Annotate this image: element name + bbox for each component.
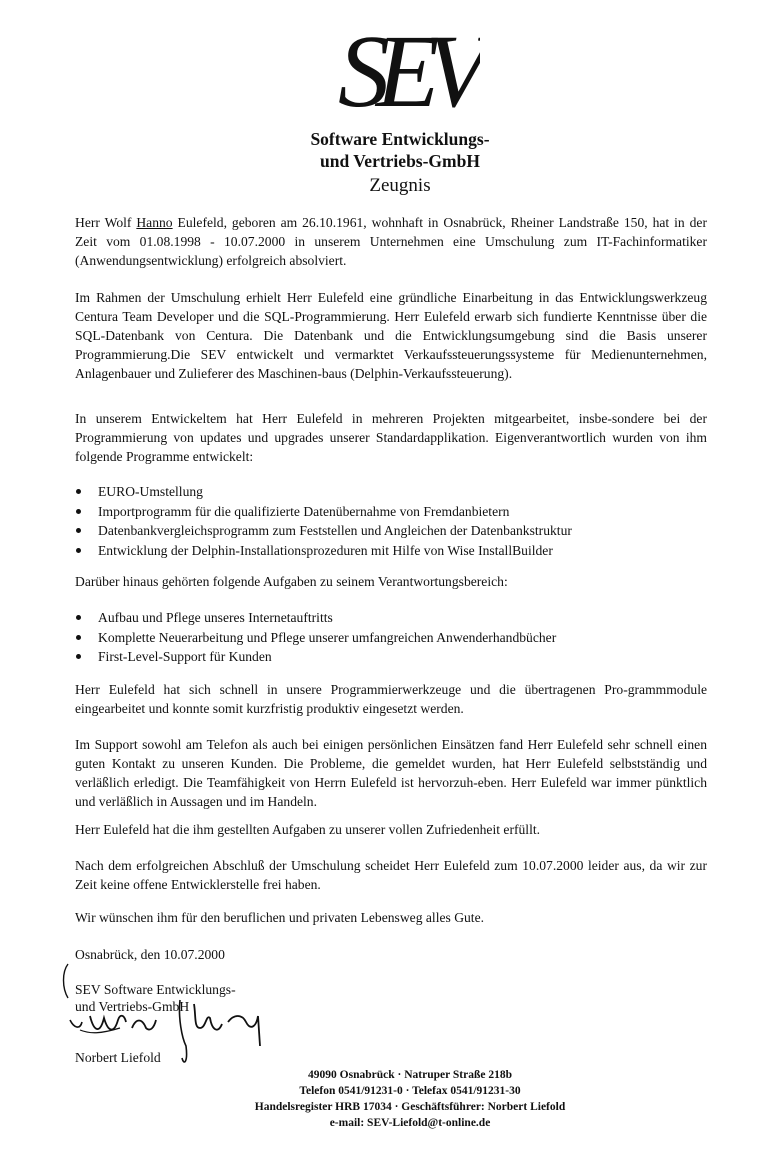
skills-paragraph xyxy=(75,680,707,718)
intro-paragraph xyxy=(75,213,707,270)
satisfaction-text: Herr Eulefeld hat die ihm gestellten Aufgaben zu unserer vollen Zufriedenheit erfüllt. xyxy=(75,822,541,837)
satisfaction-paragraph xyxy=(75,820,707,839)
list-item: Entwicklung der Delphin-Installationsprozeduren mit Hilfe von Wise InstallBuilder xyxy=(75,541,707,561)
wishes-paragraph xyxy=(75,908,707,927)
training-text: Im Rahmen der Umschulung erhielt Herr Eulefeld eine gründliche Einarbeitung in das Entwicklungswerkzeug Centura Team Developer und die SQL-Programmierung. Herr Eulefeld erwarb sich fundierte Kenntnisse über die SQL-Datenbank von Centura. Die Datenbank und die Entwicklungsumgebung sind die Basis unserer Programmierung.Die SEV entwickelt und vermarktet Verkaufssteuerungssysteme für Medienunternehmen, Anlagenbauer und Zulieferer des Maschinen-baus (Delphin-Verkaufssteuerung). xyxy=(75,290,707,381)
responsibilities-paragraph xyxy=(75,572,707,591)
tasks-list xyxy=(75,608,707,667)
list-item: Komplette Neuerarbeitung und Pflege unserer umfangreichen Anwenderhandbücher xyxy=(75,628,707,648)
footer-address: 49090 Osnabrück · Natruper Straße 218b xyxy=(308,1069,512,1081)
programs-list xyxy=(75,482,707,560)
footer-email: e-mail: SEV-Liefold@t-online.de xyxy=(329,1117,491,1129)
intro-text-start: Herr Wolf xyxy=(75,215,137,230)
training-paragraph xyxy=(75,288,707,383)
footer-phone: Telefon 0541/91231-0 · Telefax 0541/91231-30 xyxy=(299,1085,521,1097)
departure-text: Nach dem erfolgreichen Abschluß der Umschulung scheidet Herr Eulefeld zum 10.07.2000 leider aus, da wir zur Zeit keine offene Entwicklerstelle frei haben. xyxy=(75,858,707,892)
tasks-list-wrap xyxy=(75,608,707,667)
place-date: Osnabrück, den 10.07.2000 xyxy=(75,947,225,962)
document-title: Zeugnis xyxy=(369,175,431,196)
list-item: Aufbau und Pflege unseres Internetauftritts xyxy=(75,608,707,628)
company-name-line2: und Vertriebs-GmbH xyxy=(320,151,480,171)
closing-company-line2: und Vertriebs-GmbH xyxy=(75,999,190,1014)
projects-text: In unserem Entwickeltem hat Herr Eulefeld in mehreren Projekten mitgearbeitet, insbe-sondere bei der Programmierung von updates und upgrades unserer Standardapplikation. Eigenverantwortlich wurden von ihm folgende Programme entwickelt: xyxy=(75,411,707,464)
list-item: Importprogramm für die qualifizierte Datenübernahme von Fremdanbietern xyxy=(75,502,707,522)
footer-register: Handelsregister HRB 17034 · Geschäftsführer: Norbert Liefold xyxy=(254,1101,566,1113)
departure-paragraph xyxy=(75,856,707,894)
list-item: EURO-Umstellung xyxy=(75,482,707,502)
skills-text: Herr Eulefeld hat sich schnell in unsere Programmierwerkzeuge und die übertragenen Pro-grammmodule eingearbeitet und konnte somit kurzfristig produktiv eingesetzt werden. xyxy=(75,682,707,716)
signer-name: Norbert Liefold xyxy=(75,1050,161,1065)
programs-list-wrap xyxy=(75,482,707,560)
logo-lettering: SEV xyxy=(338,18,476,118)
wishes-text: Wir wünschen ihm für den beruflichen und privaten Lebensweg alles Gute. xyxy=(75,910,485,925)
intro-text-rest: Eulefeld, geboren am 26.10.1961, wohnhaft in Osnabrück, Rheiner Landstraße 150, hat in der Zeit vom 01.08.1998 - 10.07.2000 in unserem Unternehmen eine Umschulung zum IT-Fachinformatiker (Anwendungsentwicklung) erfolgreich absolviert. xyxy=(75,215,707,268)
support-text: Im Support sowohl am Telefon als auch bei einigen persönlichen Einsätzen fand Herr Eulefeld sehr schnell einen guten Kontakt zu unseren Kunden. Die Probleme, die gemeldet wurden, hat Herr Eulefeld selbstständig und verläßlich erledigt. Die Teamfähigkeit von Herrn Eulefeld ist hervorzuh-eben. Herr Eulefeld war immer pünktlich und verläßlich in Aussagen und im Handeln. xyxy=(75,737,707,809)
responsibilities-text: Darüber hinaus gehörten folgende Aufgaben zu seinem Verantwortungsbereich: xyxy=(75,574,508,589)
company-name-line1: Software Entwicklungs- xyxy=(310,129,490,149)
projects-paragraph xyxy=(75,409,707,466)
list-item: Datenbankvergleichsprogramm zum Feststellen und Angleichen der Datenbankstruktur xyxy=(75,521,707,541)
support-paragraph xyxy=(75,735,707,811)
closing-company-line1: SEV Software Entwicklungs- xyxy=(75,982,236,997)
list-item: First-Level-Support für Kunden xyxy=(75,647,707,667)
sev-logo xyxy=(330,18,480,118)
middle-name: Hanno xyxy=(136,215,173,230)
